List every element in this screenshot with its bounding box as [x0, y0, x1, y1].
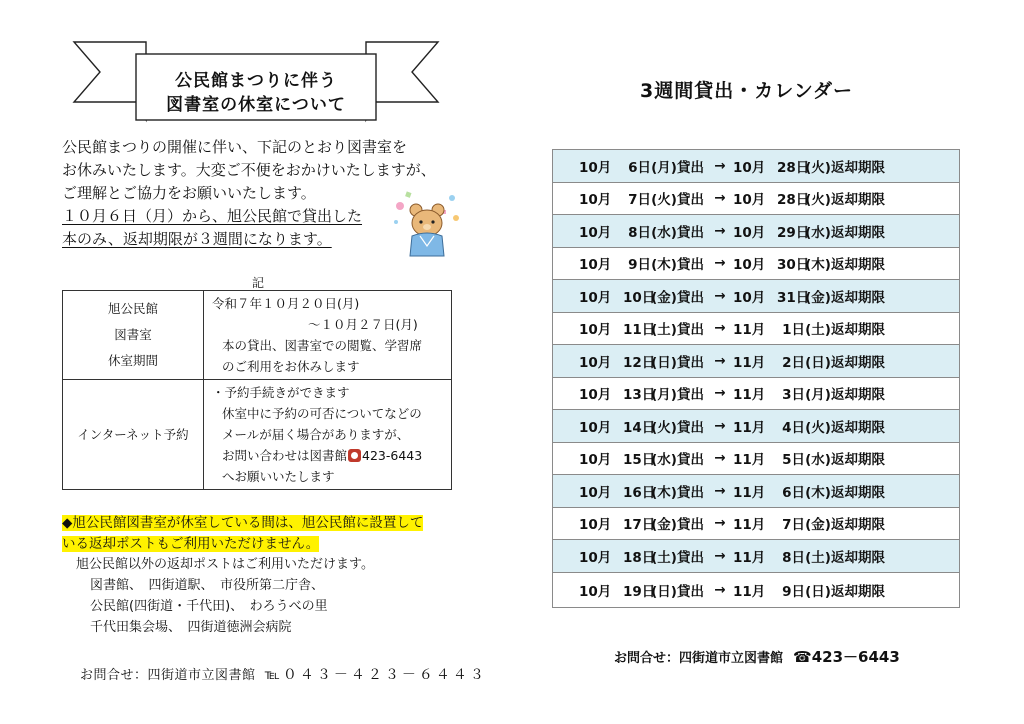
- calendar-row: [553, 410, 959, 443]
- return-label: 返却期限: [831, 387, 885, 404]
- return-label: 返却期限: [831, 583, 885, 600]
- arrow: →: [714, 515, 726, 532]
- arrow: →: [714, 417, 726, 434]
- lend-weekday: (日): [651, 354, 677, 371]
- lend-day: 15日: [623, 452, 656, 469]
- arrow: →: [714, 255, 726, 272]
- calendar-row: [553, 345, 959, 378]
- lend-weekday: (木): [651, 257, 677, 274]
- return-weekday: (日): [805, 583, 831, 600]
- arrow: →: [714, 547, 726, 564]
- lend-label: 貸出: [677, 517, 704, 534]
- contact-phone: ℡０４３－４２３－６４４３: [264, 667, 487, 683]
- lend-label: 貸出: [677, 257, 704, 274]
- lend-day: 16日: [623, 484, 656, 501]
- lend-day: 8日: [628, 224, 651, 241]
- banner-line-2: 図書室の休室について: [166, 95, 346, 115]
- calendar-row: [553, 573, 959, 607]
- return-weekday: (木): [805, 257, 831, 274]
- closure-note: のご利用をお休みします: [222, 359, 360, 374]
- lend-month: 10月: [579, 159, 612, 176]
- highlighted-text: ◆旭公民館図書室が休室している間は、旭公民館に設置して: [62, 515, 424, 531]
- contact-label: お問合せ：四街道市立図書館: [614, 651, 784, 666]
- return-day: 30日: [777, 257, 810, 274]
- lending-calendar-table: [552, 149, 960, 608]
- lend-weekday: (水): [651, 452, 677, 469]
- calendar-row: [553, 183, 959, 216]
- arrow: →: [714, 352, 726, 369]
- return-location-line: 千代田集会場、 四街道徳洲会病院: [90, 620, 292, 635]
- calendar-row: [553, 475, 959, 508]
- lend-month: 10月: [579, 452, 612, 469]
- return-label: 返却期限: [831, 484, 885, 501]
- lend-month: 10月: [579, 192, 612, 209]
- lend-weekday: (土): [651, 322, 677, 339]
- return-day: 28日: [777, 159, 810, 176]
- lend-weekday: (火): [651, 192, 677, 209]
- return-label: 返却期限: [831, 354, 885, 371]
- return-month: 11月: [733, 517, 766, 534]
- lend-day: 12日: [623, 354, 656, 371]
- return-day: 7日: [782, 517, 805, 534]
- intro-line: ご理解とご協力をお願いいたします。: [62, 184, 316, 202]
- return-month: 11月: [733, 549, 766, 566]
- arrow: →: [714, 482, 726, 499]
- return-day: 29日: [777, 224, 810, 241]
- lend-day: 6日: [628, 159, 651, 176]
- returns-intro: 旭公民館以外の返却ポストはご利用いただけます。: [76, 557, 374, 572]
- lend-label: 貸出: [677, 322, 704, 339]
- arrow: →: [714, 450, 726, 467]
- return-day: 6日: [782, 484, 805, 501]
- lend-label: 貸出: [677, 289, 704, 306]
- return-location-line: 図書館、 四街道駅、 市役所第二庁舎、: [90, 578, 325, 593]
- closure-label-line: 休室期間: [107, 353, 158, 368]
- return-month: 11月: [733, 484, 766, 501]
- banner-line-1: 公民館まつりに伴う: [175, 71, 337, 91]
- closure-info-table: [62, 290, 452, 490]
- return-box-notice: [62, 513, 462, 555]
- calendar-row: [553, 248, 959, 281]
- lend-month: 10月: [579, 517, 612, 534]
- calendar-row: [553, 313, 959, 346]
- closure-label-line: 旭公民館: [107, 301, 158, 316]
- return-weekday: (火): [805, 192, 831, 209]
- internet-line: 休室中に予約の可否についてなどの: [222, 406, 422, 421]
- lend-label: 貸出: [677, 549, 704, 566]
- lend-weekday: (火): [651, 419, 677, 436]
- lend-month: 10月: [579, 484, 612, 501]
- lend-day: 14日: [623, 419, 656, 436]
- return-day: 5日: [782, 452, 805, 469]
- return-month: 11月: [733, 419, 766, 436]
- lend-weekday: (水): [651, 224, 677, 241]
- lend-day: 13日: [623, 387, 656, 404]
- return-weekday: (月): [805, 387, 831, 404]
- return-weekday: (金): [805, 517, 831, 534]
- internet-line: [212, 445, 445, 466]
- return-location-line: 公民館(四街道・千代田)、 わろうべの里: [90, 599, 328, 614]
- lend-label: 貸出: [677, 387, 704, 404]
- lend-label: 貸出: [677, 354, 704, 371]
- notice-line: [62, 534, 462, 555]
- return-month: 10月: [733, 289, 766, 306]
- return-weekday: (水): [805, 452, 831, 469]
- lend-weekday: (金): [651, 517, 677, 534]
- return-label: 返却期限: [831, 257, 885, 274]
- lend-month: 10月: [579, 224, 612, 241]
- return-day: 1日: [782, 322, 805, 339]
- calendar-row: [553, 540, 959, 573]
- return-month: 11月: [733, 452, 766, 469]
- highlighted-text: いる返却ポストもご利用いただけません。: [62, 536, 320, 552]
- lend-label: 貸出: [677, 224, 704, 241]
- closure-label-cell: [63, 291, 204, 380]
- contact-phone: ☎423－6443: [793, 648, 900, 666]
- return-day: 2日: [782, 354, 805, 371]
- return-label: 返却期限: [831, 419, 885, 436]
- contact-left: [80, 664, 487, 684]
- closure-start-date: 令和７年１０月２０日(月): [212, 296, 360, 311]
- intro-underlined-line: 本のみ、返却期限が３週間になります。: [62, 230, 332, 248]
- lend-weekday: (木): [651, 484, 677, 501]
- lend-weekday: (土): [651, 549, 677, 566]
- return-weekday: (日): [805, 354, 831, 371]
- return-locations: [76, 554, 466, 638]
- table-row: [63, 291, 452, 380]
- return-day: 28日: [777, 192, 810, 209]
- internet-line: へお願いいたします: [222, 469, 335, 484]
- internet-line: ・予約手続きができます: [212, 385, 350, 400]
- arrow: →: [714, 157, 726, 174]
- lend-weekday: (月): [651, 159, 677, 176]
- return-weekday: (火): [805, 159, 831, 176]
- lend-label: 貸出: [677, 583, 704, 600]
- return-month: 11月: [733, 322, 766, 339]
- internet-line: メールが届く場合がありますが、: [222, 427, 410, 442]
- return-day: 9日: [782, 583, 805, 600]
- return-label: 返却期限: [831, 224, 885, 241]
- intro-line: 公民館まつりの開催に伴い、下記のとおり図書室を: [62, 138, 408, 156]
- lend-label: 貸出: [677, 419, 704, 436]
- return-weekday: (木): [805, 484, 831, 501]
- notice-line: [62, 513, 462, 534]
- lend-month: 10月: [579, 289, 612, 306]
- title-banner: [70, 36, 442, 126]
- calendar-row: [553, 215, 959, 248]
- return-weekday: (土): [805, 322, 831, 339]
- lend-label: 貸出: [677, 484, 704, 501]
- arrow: →: [714, 222, 726, 239]
- return-day: 31日: [777, 289, 810, 306]
- calendar-title: 3週間貸出・カレンダー: [640, 80, 853, 102]
- return-weekday: (土): [805, 549, 831, 566]
- return-label: 返却期限: [831, 192, 885, 209]
- lend-label: 貸出: [677, 159, 704, 176]
- arrow: →: [714, 320, 726, 337]
- return-label: 返却期限: [831, 322, 885, 339]
- lend-month: 10月: [579, 549, 612, 566]
- closure-note: 本の貸出、図書室での閲覧、学習席: [222, 338, 423, 353]
- return-month: 11月: [733, 583, 766, 600]
- internet-value-cell: [204, 380, 452, 490]
- return-label: 返却期限: [831, 159, 885, 176]
- return-weekday: (火): [805, 419, 831, 436]
- internet-label-cell: インターネット予約: [63, 380, 204, 490]
- arrow: →: [714, 287, 726, 304]
- return-day: 3日: [782, 387, 805, 404]
- ki-mark: 記: [252, 276, 265, 290]
- return-day: 8日: [782, 549, 805, 566]
- arrow: →: [714, 190, 726, 207]
- lend-month: 10月: [579, 257, 612, 274]
- library-phone: 423-6443: [362, 448, 423, 463]
- contact-label: お問合せ：四街道市立図書館: [80, 668, 256, 683]
- lend-month: 10月: [579, 583, 612, 600]
- return-day: 4日: [782, 419, 805, 436]
- return-label: 返却期限: [831, 549, 885, 566]
- return-month: 10月: [733, 257, 766, 274]
- lend-month: 10月: [579, 419, 612, 436]
- calendar-row: [553, 280, 959, 313]
- lend-day: 17日: [623, 517, 656, 534]
- lend-month: 10月: [579, 354, 612, 371]
- lend-day: 11日: [623, 322, 656, 339]
- intro-underlined-line: １０月６日（月）から、旭公民館で貸出した: [62, 207, 363, 225]
- lend-day: 18日: [623, 549, 656, 566]
- arrow: →: [714, 581, 726, 598]
- return-label: 返却期限: [831, 289, 885, 306]
- calendar-row: [553, 378, 959, 411]
- lend-weekday: (日): [651, 583, 677, 600]
- lend-day: 19日: [623, 583, 656, 600]
- closure-end-date: ～１０月２７日(月): [308, 317, 418, 332]
- return-label: 返却期限: [831, 517, 885, 534]
- lend-label: 貸出: [677, 452, 704, 469]
- calendar-row: [553, 508, 959, 541]
- calendar-row: [553, 443, 959, 476]
- lend-month: 10月: [579, 387, 612, 404]
- lend-month: 10月: [579, 322, 612, 339]
- internet-line-text: お問い合わせは図書館: [222, 448, 348, 463]
- lend-day: 7日: [628, 192, 651, 209]
- return-weekday: (水): [805, 224, 831, 241]
- lend-day: 9日: [628, 257, 651, 274]
- return-month: 10月: [733, 224, 766, 241]
- closure-value-cell: [204, 291, 452, 380]
- return-month: 10月: [733, 159, 766, 176]
- return-month: 10月: [733, 192, 766, 209]
- contact-right: [614, 646, 900, 667]
- closure-label-line: 図書室: [114, 327, 152, 342]
- lend-weekday: (月): [651, 387, 677, 404]
- calendar-row: [553, 150, 959, 183]
- return-weekday: (金): [805, 289, 831, 306]
- lend-weekday: (金): [651, 289, 677, 306]
- return-month: 11月: [733, 354, 766, 371]
- bear-illustration: [392, 188, 462, 260]
- arrow: →: [714, 385, 726, 402]
- phone-icon: [348, 449, 361, 462]
- intro-line: お休みいたします。大変ご不便をおかけいたしますが、: [62, 161, 436, 179]
- lend-day: 10日: [623, 289, 656, 306]
- table-row: [63, 380, 452, 490]
- return-label: 返却期限: [831, 452, 885, 469]
- lend-label: 貸出: [677, 192, 704, 209]
- return-month: 11月: [733, 387, 766, 404]
